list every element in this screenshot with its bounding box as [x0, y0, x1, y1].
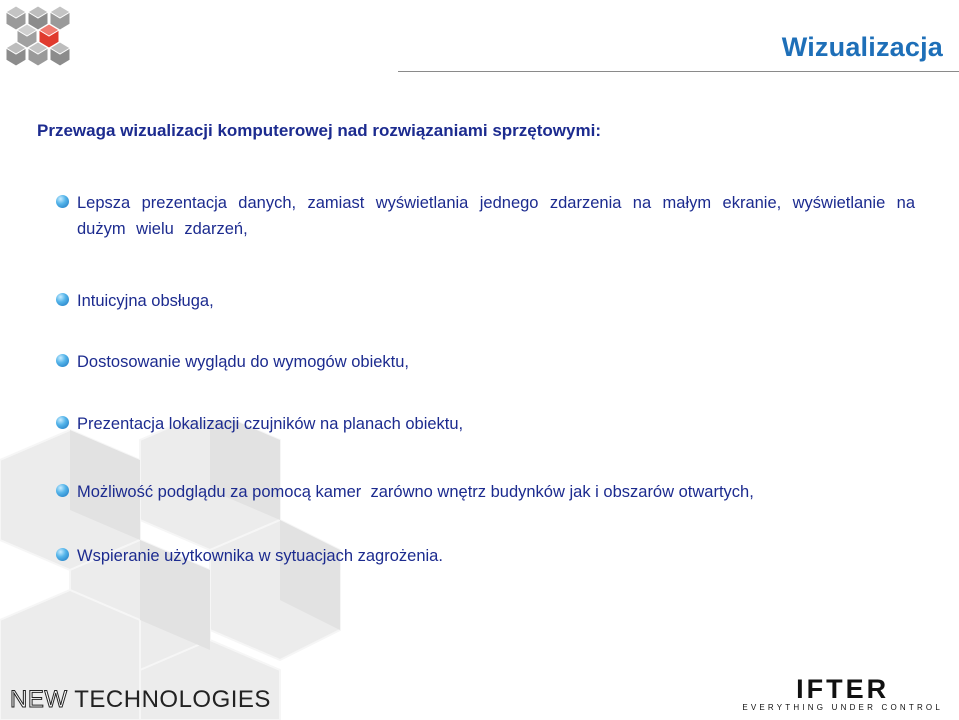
bullet-dot-icon: [56, 195, 69, 208]
list-item-text: Prezentacja lokalizacji czujników na planach obiektu,: [77, 415, 464, 433]
list-item-text: Intuicyjna obsługa,: [77, 292, 214, 310]
list-item-text: Możliwość podglądu za pomocą kamer zarówno wnętrz budynków jak i obszarów otwartych,: [77, 483, 754, 501]
ifter-tagline: EVERYTHING UNDER CONTROL: [742, 703, 943, 712]
list-item-text: Lepsza prezentacja danych, zamiast wyświetlania jednego zdarzenia na małym ekranie, wyświetlanie na dużym wielu zdarzeń,: [77, 194, 915, 238]
list-item: [56, 411, 463, 437]
background-cubes-watermark: [0, 420, 360, 720]
list-item-text: Wspieranie użytkownika w sytuacjach zagrożenia.: [77, 547, 443, 565]
ifter-wordmark: IFTER: [796, 674, 890, 704]
ifter-logo: [742, 676, 943, 712]
bullet-dot-icon: [56, 548, 69, 561]
list-item: [56, 349, 409, 375]
list-item: [56, 543, 443, 569]
bullet-dot-icon: [56, 416, 69, 429]
bullet-dot-icon: [56, 484, 69, 497]
new-technologies-word-a: NEW: [10, 686, 68, 713]
page-title: Wizualizacja: [781, 32, 943, 62]
list-item-text: Dostosowanie wyglądu do wymogów obiektu,: [77, 353, 410, 371]
list-item: [56, 479, 754, 505]
bullet-dot-icon: [56, 354, 69, 367]
new-technologies-logo: [10, 686, 271, 714]
title-divider: [398, 71, 959, 72]
list-item: [56, 288, 214, 314]
list-item: [56, 190, 915, 242]
company-logo-cubes: [4, 2, 76, 72]
section-heading: Przewaga wizualizacji komputerowej nad rozwiązaniami sprzętowymi:: [37, 121, 601, 140]
bullet-dot-icon: [56, 293, 69, 306]
new-technologies-word-b: TECHNOLOGIES: [74, 686, 271, 713]
